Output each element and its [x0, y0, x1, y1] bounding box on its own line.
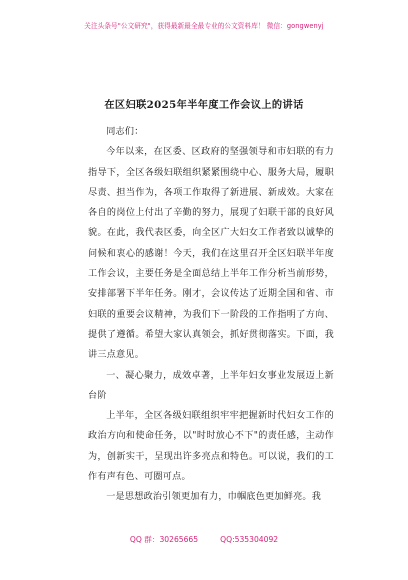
- paragraph: 一是思想政治引领更加有力，巾帼底色更加鲜亮。我: [106, 492, 322, 503]
- salutation: 同志们：: [106, 127, 144, 137]
- document-body: [88, 120, 334, 508]
- footer-qq-group: QQ 群：30265665: [129, 535, 199, 544]
- footer-contact: [0, 534, 408, 545]
- header-notice: 关注头条号"公文研究"，获得最新最全最专业的公文资料库！ 微信：gongwenyj: [84, 22, 324, 30]
- paragraph: 今年以来，在区委、区政府的坚强领导和市妇联的有力指导下，全区各级妇联组织紧紧围绕中心、服务大局，履职尽责、担当作为，各项工作取得了新进展、新成效。大家在各自的岗位上付出了辛勤的努力，展现了妇联干部的良好风貌。在此，我代表区委，向全区广大妇女工作者致以诚挚的问候和衷心的感谢！今天，我们在这里召开全区妇联半年度工作会议，主要任务是全面总结上半年工作分析当前形势，安排部署下半年任务。刚才，会议传达了近期全国和省、市妇联的重要会议精神，为我们下一阶段的工作指明了方向、提供了遵循。希望大家认真领会，抓好贯彻落实。下面，我讲三点意见。: [88, 147, 334, 361]
- paragraph: 上半年，全区各级妇联组织牢牢把握新时代妇女工作的政治方向和使命任务，以"时时放心不下"的责任感，主动作为，创新实干，呈现出许多亮点和特色。可以说，我们的工作有声有色、可圈可点。: [88, 411, 334, 483]
- section-heading: 一、凝心聚力，成效卓著，上半年妇女事业发展迈上新台阶: [88, 370, 334, 401]
- document-title: 在区妇联2025年半年度工作会议上的讲话: [104, 99, 304, 111]
- footer-qq-number: QQ:535304092: [220, 535, 279, 544]
